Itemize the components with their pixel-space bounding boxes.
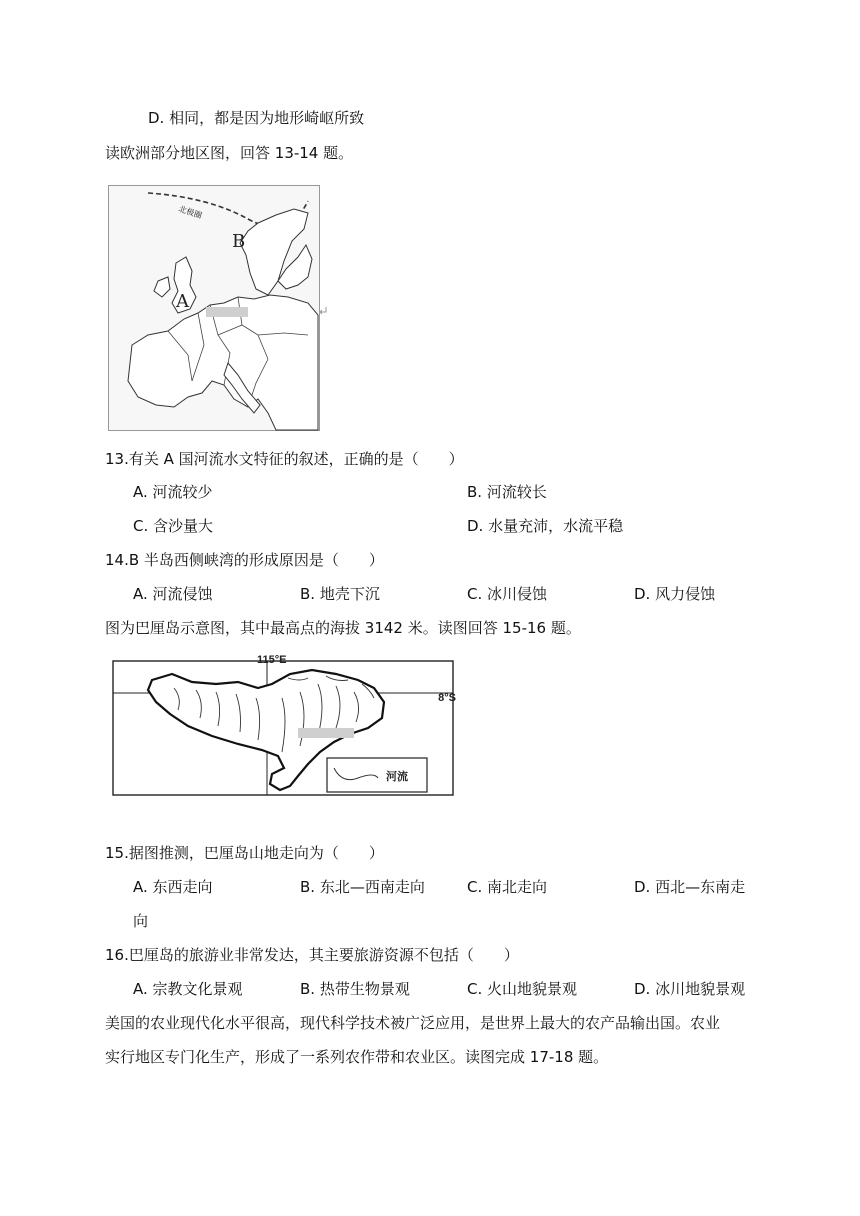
option-d-previous: D. 相同，都是因为地形崎岖所致 — [148, 109, 365, 127]
redaction-block — [298, 728, 354, 738]
q15-option-a: A. 东西走向 — [133, 878, 213, 896]
q16-option-c: C. 火山地貌景观 — [467, 980, 578, 998]
q16-option-d: D. 冰川地貌景观 — [634, 980, 746, 998]
q15-option-b: B. 东北—西南走向 — [300, 878, 425, 896]
question-13: 13.有关 A 国河流水文特征的叙述，正确的是（ ） — [105, 450, 464, 468]
question-15: 15.据图推测，巴厘岛山地走向为（ ） — [105, 844, 384, 862]
intro-13-14: 读欧洲部分地区图，回答 13-14 题。 — [105, 144, 354, 162]
longitude-label: 115°E — [257, 654, 287, 666]
return-mark-icon — [318, 306, 328, 316]
label-b: B — [232, 231, 246, 252]
q15-option-c: C. 南北走向 — [467, 878, 548, 896]
question-14: 14.B 半岛西侧峡湾的形成原因是（ ） — [105, 551, 384, 569]
q13-option-a: A. 河流较少 — [133, 483, 213, 501]
legend-label: 河流 — [386, 771, 408, 783]
bali-map — [112, 652, 456, 798]
legend-box — [327, 758, 427, 792]
q13-option-d: D. 水量充沛，水流平稳 — [467, 517, 624, 535]
q14-option-c: C. 冰川侵蚀 — [467, 585, 548, 603]
intro-15-16: 图为巴厘岛示意图，其中最高点的海拔 3142 米。读图回答 15-16 题。 — [105, 619, 581, 637]
intro-17-18-line2: 实行地区专门化生产，形成了一系列农作带和农业区。读图完成 17-18 题。 — [105, 1048, 609, 1066]
arctic-circle-label: 北极圈 — [177, 204, 203, 221]
q16-option-b: B. 热带生物景观 — [300, 980, 410, 998]
latitude-label: 8°S — [438, 692, 456, 704]
q16-option-a: A. 宗教文化景观 — [133, 980, 243, 998]
q15-option-d-continued: 向 — [133, 912, 149, 930]
label-a: A — [176, 291, 189, 312]
q13-option-c: C. 含沙量大 — [133, 517, 214, 535]
q13-option-b: B. 河流较长 — [467, 483, 547, 501]
q14-option-b: B. 地壳下沉 — [300, 585, 380, 603]
q15-option-d: D. 西北—东南走 — [634, 878, 746, 896]
question-16: 16.巴厘岛的旅游业非常发达，其主要旅游资源不包括（ ） — [105, 946, 519, 964]
redaction-block — [206, 307, 248, 317]
europe-map — [108, 185, 320, 431]
intro-17-18-line1: 美国的农业现代化水平很高，现代科学技术被广泛应用，是世界上最大的农产品输出国。农业 — [105, 1014, 721, 1032]
q14-option-d: D. 风力侵蚀 — [634, 585, 716, 603]
q14-option-a: A. 河流侵蚀 — [133, 585, 213, 603]
